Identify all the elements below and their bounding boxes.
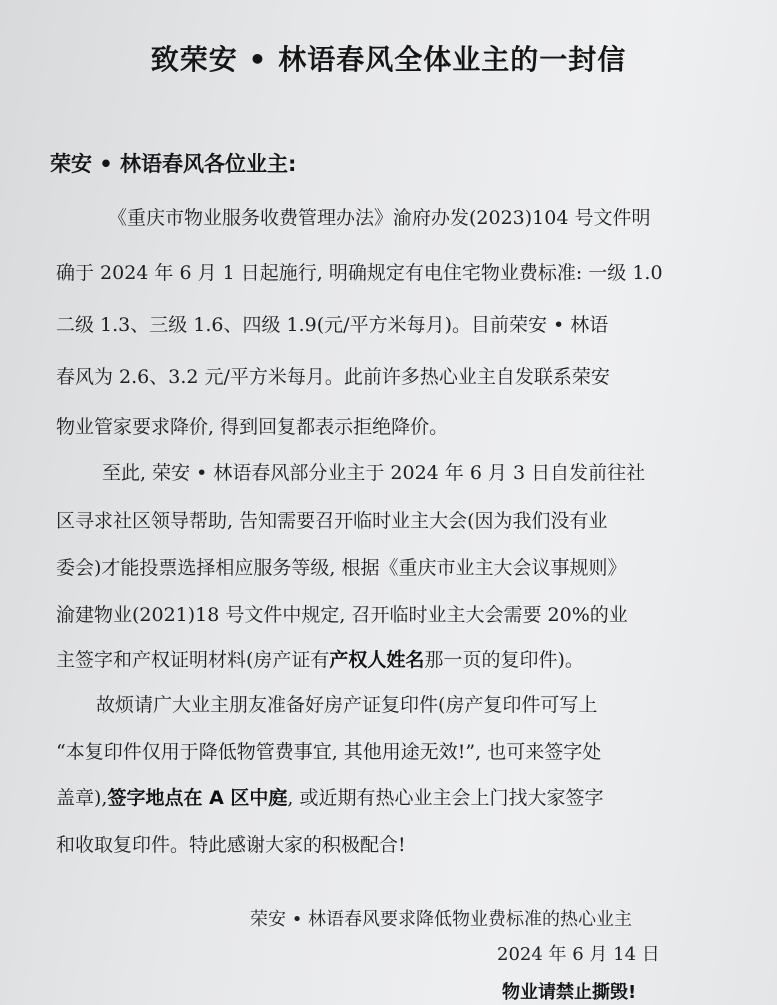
paragraph-1-line-3: 二级 1.3、三级 1.6、四级 1.9(元/平方米每月)。目前荣安 • 林语 [56, 314, 609, 336]
letter-title: 致荣安 • 林语春风全体业主的一封信 [150, 43, 627, 76]
paragraph-2-line-5-text: 主签字和产权证明材料(房产证有 [56, 649, 330, 671]
paragraph-2-line-5-tail: 那一页的复印件)。 [424, 649, 584, 671]
paragraph-3-line-3 [56, 783, 603, 810]
paragraph-2-line-3: 委会)才能投票选择相应服务等级, 根据《重庆市业主大会议事规则》 [56, 557, 627, 579]
owner-name-emphasis: 产权人姓名 [329, 649, 425, 671]
do-not-tear-warning: 物业请禁止撕毁! [502, 982, 637, 1003]
signature: 荣安 • 林语春风要求降低物业费标准的热心业主 [250, 909, 633, 930]
paragraph-1-line-2: 确于 2024 年 6 月 1 日起施行, 明确规定有电住宅物业费标准: 一级 1.0 [56, 262, 663, 284]
paragraph-1-line-5: 物业管家要求降价, 得到回复都表示拒绝降价。 [56, 416, 449, 438]
salutation: 荣安 • 林语春风各位业主: [50, 152, 297, 176]
paragraph-3-line-3-tail: , 或近期有热心业主会上门找大家签字 [287, 787, 604, 809]
paragraph-3-line-2: “本复印件仅用于降低物管费事宜, 其他用途无效!”, 也可来签字处 [56, 741, 602, 763]
paragraph-1-line-4: 春风为 2.6、3.2 元/平方米每月。此前许多热心业主自发联系荣安 [56, 366, 610, 388]
signing-location-emphasis: 签字地点在 A 区中庭 [107, 787, 288, 809]
paragraph-3-line-4: 和收取复印件。特此感谢大家的积极配合! [56, 834, 406, 856]
paragraph-3-line-1: 故烦请广大业主朋友准备好房产证复印件(房产复印件可写上 [96, 694, 598, 716]
paragraph-2-line-1: 至此, 荣安 • 林语春风部分业主于 2024 年 6 月 3 日自发前往社 [102, 462, 646, 484]
paragraph-2-line-2: 区寻求社区领导帮助, 告知需要召开临时业主大会(因为我们没有业 [56, 510, 608, 532]
paragraph-3-line-3-text: 盖章), [56, 787, 108, 809]
signature-date: 2024 年 6 月 14 日 [497, 944, 660, 965]
paragraph-2-line-4: 渝建物业(2021)18 号文件中规定, 召开临时业主大会需要 20%的业 [56, 604, 628, 626]
paragraph-2-line-5 [56, 645, 584, 672]
paragraph-1-line-1: 《重庆市物业服务收费管理办法》渝府办发(2023)104 号文件明 [108, 207, 651, 229]
